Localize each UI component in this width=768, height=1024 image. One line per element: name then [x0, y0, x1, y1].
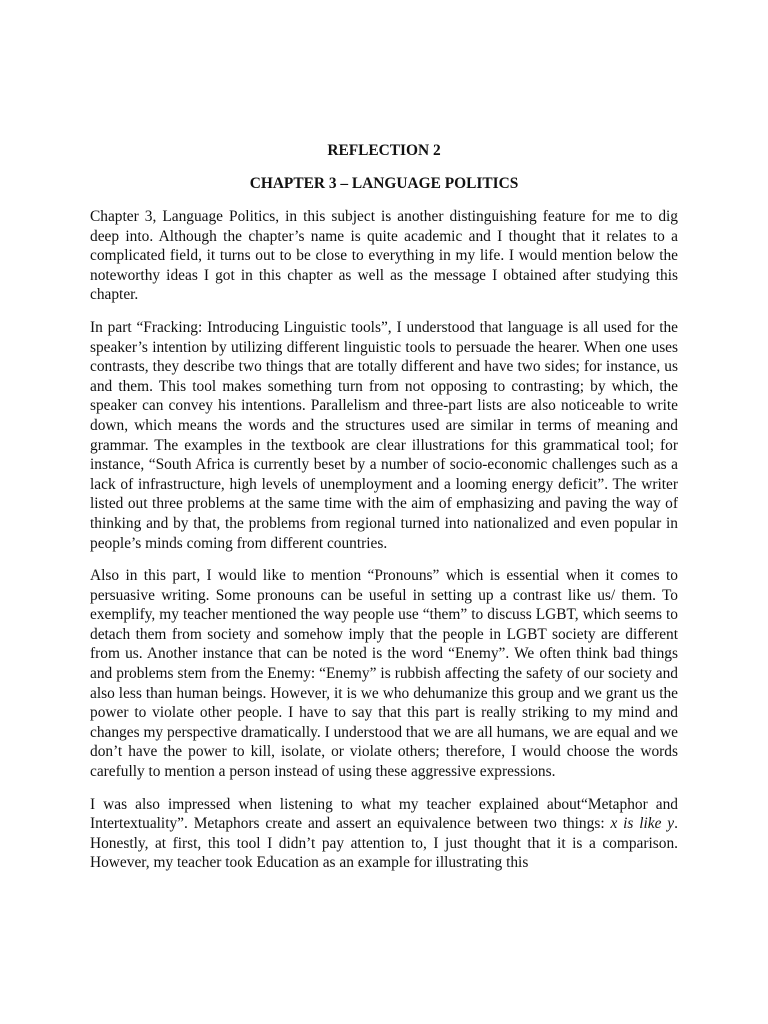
paragraph-4-text-start: I was also impressed when listening to what my teacher explained about“Metaphor and Intertextuality”. Metaphors create and assert an equivalence between two things:: [90, 795, 678, 833]
paragraph-1: Chapter 3, Language Politics, in this subject is another distinguishing feature for me to dig deep into. Although the chapter’s name is quite academic and I thought that it relates to a complicated field, it turns out to be close to everything in my life. I would mention below the noteworthy ideas I got in this chapter as well as the message I obtained after studying this chapter.: [90, 208, 678, 304]
paragraph-2: In part “Fracking: Introducing Linguistic tools”, I understood that language is all used for the speaker’s intention by utilizing different linguistic tools to persuade the hearer. When one uses contrasts, they describe two things that are totally different and have two sides; for instance, us and them. This tool makes something turn from not opposing to contrasting; by which, the speaker can convey his intentions. Parallelism and three-part lists are also noticeable to write down, which means the words and the structures used are similar in terms of meaning and grammar. The examples in the textbook are clear illustrations for this grammatical tool; for instance, “South Africa is currently beset by a number of socio-economic challenges such as a lack of infrastructure, high levels of unemployment and a looming energy deficit”. The writer listed out three problems at the same time with the aim of emphasizing and paving the way of thinking and by that, the problems from regional turned into nationalized and even popular in people’s minds coming from different countries.: [90, 318, 678, 552]
paragraph-4-italic-formula: x is like y: [610, 815, 675, 833]
paragraph-4-text-end: . Honestly, at first, this tool I didn’t pay attention to, I just thought that it is a comparison. However, my teacher took Education as an example for illustrating this: [90, 815, 679, 872]
paragraph-3: Also in this part, I would like to mention “Pronouns” which is essential when it comes to persuasive writing. Some pronouns can be useful in setting up a contrast like us/ them. To exemplify, my teacher mentioned the way people use “them” to discuss LGBT, which seems to detach them from society and somehow imply that the people in LGBT society are different from us. Another instance that can be noted is the word “Enemy”. We often think bad things and problems stem from the Enemy: “Enemy” is rubbish affecting the safety of our society and also less than human beings. However, it is we who dehumanize this group and we grant us the power to violate other people. I have to say that this part is really striking to my mind and changes my perspective dramatically. I understood that we are all humans, we are equal and we don’t have the power to kill, isolate, or violate others; therefore, I would choose the words carefully to mention a person instead of using these aggressive expressions.: [90, 567, 678, 781]
document-page: [90, 141, 678, 873]
document-title: REFLECTION 2: [327, 142, 441, 159]
paragraph-4: [90, 795, 678, 873]
chapter-heading: CHAPTER 3 – LANGUAGE POLITICS: [249, 175, 519, 192]
